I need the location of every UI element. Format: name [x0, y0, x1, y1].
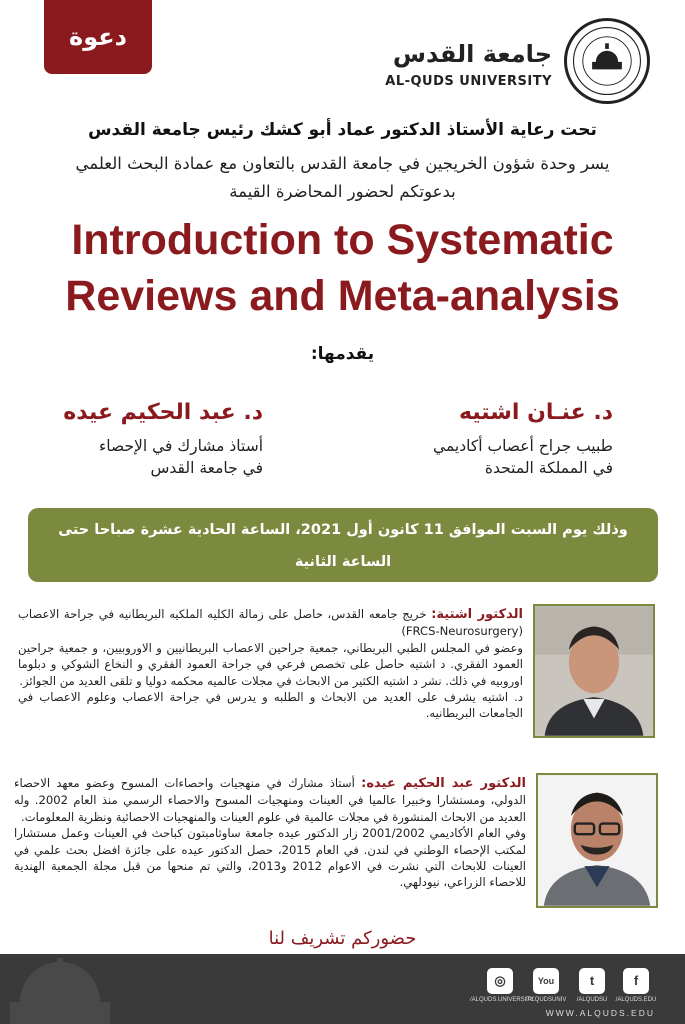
youtube-icon: You [533, 968, 559, 994]
bio-ishtayeh [18, 606, 523, 722]
bio-paragraph: وعضو في المجلس الطبي البريطاني، جمعية جراحين الاعصاب البريطانيين و الاوروبيين، و جمعية جراحين العمود الفقري. د اشتيه حاصل على تخصص فرعي في جراحة العمود الفقري و النخاع الشوكي و دبلوما اوروبيه في ذلك. نشر د اشتيه الكثير من الابحاث في مجلات عالميه محكمه دوليا و تلقى العديد من الجوائز. [18, 640, 523, 688]
university-logo [380, 18, 650, 108]
lecture-title-line1: Introduction to Systematic [71, 216, 614, 264]
bio-name: الدكتور اشتية: [431, 607, 524, 622]
lecture-title-line2: Reviews and Meta-analysis [65, 272, 620, 320]
speaker-desc-line1: أستاذ مشارك في الإحصاء [99, 437, 263, 455]
university-name-english: AL-QUDS UNIVERSITY [385, 74, 552, 89]
footer-bar [0, 954, 685, 1024]
social-handle: /ALQUDSU [576, 997, 608, 1003]
twitter-icon: t [579, 968, 605, 994]
bio-text: خريج جامعه القدس، حاصل على زمالة الكليه الملكيه البريطانيه في جراحة الاعصاب (FRCS-Neurosurgery) [18, 607, 523, 639]
invite-line: بدعوتكم لحضور المحاضرة القيمة [229, 182, 456, 201]
university-name-arabic: جامعة القدس [392, 40, 552, 68]
website-link[interactable]: WWW.ALQUDS.EDU [545, 1008, 655, 1018]
speaker-photo-eideh [536, 773, 658, 908]
bio-paragraph: د. اشتيه يشرف على العديد من الابحاث و الطلبه و يدرس في جراحة الاعصاب وعلوم الاعصاب في الجامعات البريطانيه. [18, 690, 523, 721]
social-handle: /ALQUDS.UNIVERSITY [470, 997, 535, 1003]
facebook-icon: f [623, 968, 649, 994]
bio-eideh [14, 775, 526, 891]
event-location-line: بعد الظهر في قاعة الشعر العربي حرم جامعة القدس الرئيس، أبوديس [95, 586, 591, 602]
instagram-icon: ◎ [487, 968, 513, 994]
lecture-title [20, 212, 665, 324]
social-handle: /ALQUDS.EDU [615, 997, 657, 1003]
speaker-name: د. عبد الحكيم عيده [63, 400, 263, 425]
host-line: يسر وحدة شؤون الخريجين في جامعة القدس بالتعاون مع عمادة البحث العلمي [75, 154, 610, 173]
speaker-name: د. عنـان اشتيه [458, 400, 613, 425]
speaker-card-eideh [3, 400, 263, 479]
speaker-photo-ishtayeh [533, 604, 655, 738]
patron-line: تحت رعاية الأستاذ الدكتور عماد أبو كشك رئيس جامعة القدس [88, 120, 597, 140]
speaker-desc-line1: طبيب جراح أعصاب أكاديمي [433, 437, 613, 455]
closing-line: حضوركم تشريف لنا [268, 928, 417, 949]
bio-name: الدكتور عبد الحكيم عيده: [361, 776, 526, 791]
university-seal-icon [564, 18, 650, 104]
invite-badge: دعوة [44, 0, 152, 74]
social-facebook[interactable] [606, 968, 666, 1003]
bio-paragraph: وفي العام الأكاديمي 2001/2002 زار الدكتور عيده جامعة ساوثامبتون كباحث في العينات وعمل مستشارا لمكتب الإحصاء الوطني في لندن. في العام 2015، حصل الدكتور عيده على جائزة افضل بحث علمي في العينات للابحاث التي نشرت في الاعوام 2012 و2013، والتي تم منحها من قبل مجلة الجمعية الهندية للاحصاء الزراعي، نيودلهي. [14, 826, 527, 890]
dome-of-rock-icon [0, 954, 120, 1024]
bio-text: أستاذ مشارك في منهجيات واحصاءات المسوح وعضو معهد الاحصاء الدولي، ومستشارا وخبيرا عالميا في العينات ومنهجيات المسوح والاحصاء الرسمي منذ العام 2002. وله العديد من الابحاث المنشورة في مجلات عالمية في علوم العينات والمنهجيات الاحصائية ونظرية المعلومات. [14, 776, 527, 824]
event-details-banner [28, 508, 658, 602]
presented-by-label: يقدمها: [310, 344, 375, 364]
social-handle: /ALQUDSUNIV [525, 997, 567, 1003]
speaker-desc-line2: في المملكة المتحدة [484, 459, 613, 477]
speaker-card-ishtayeh [353, 400, 613, 479]
bio-paragraph [18, 606, 523, 640]
speaker-desc-line2: في جامعة القدس [150, 459, 263, 477]
event-date-line: وذلك يوم السبت الموافق 11 كانون أول 2021، الساعة الحادية عشرة صباحا حتى الساعة الثانية [58, 522, 628, 570]
bio-paragraph [14, 775, 526, 825]
